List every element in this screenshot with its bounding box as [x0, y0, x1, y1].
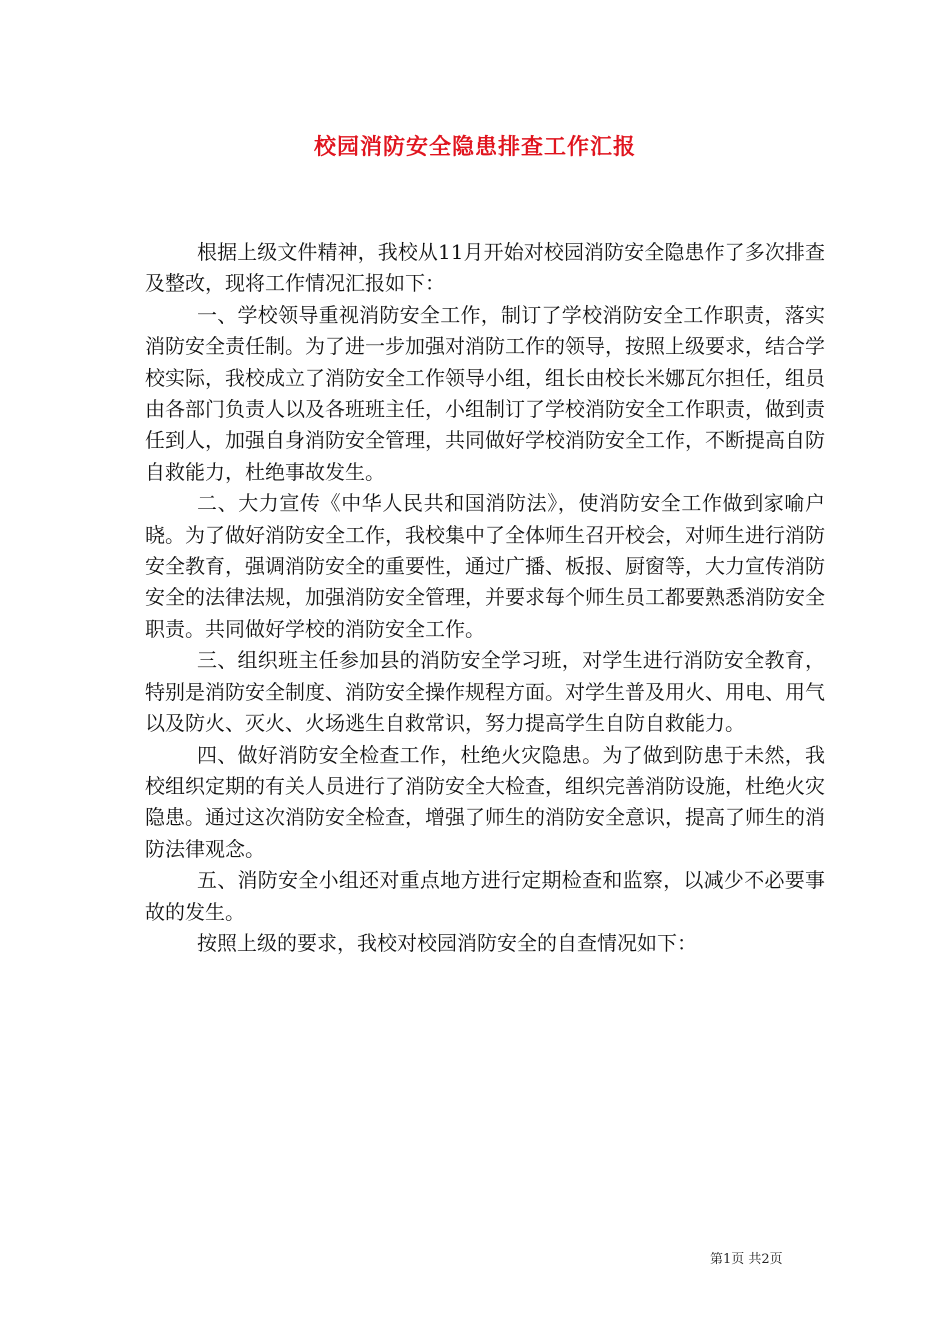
document-title: 校园消防安全隐患排查工作汇报: [313, 134, 636, 160]
paragraph-3: 三、组织班主任参加县的消防安全学习班，对学生进行消防安全教育，特别是消防安全制度、消防安全操作规程方面。对学生普及用火、用电、用气以及防火、灭火、火场逃生自救常识，努力提高学生自防自救能力。: [145, 648, 825, 736]
page-number-footer: 第1页 共2页: [710, 1252, 783, 1267]
paragraph-2: 二、大力宣传《中华人民共和国消防法》，使消防安全工作做到家喻户晓。为了做好消防安全工作，我校集中了全体师生召开校会，对师生进行消防安全教育，强调消防安全的重要性，通过广播、板报、厨窗等，大力宣传消防安全的法律法规，加强消防安全管理，并要求每个师生员工都要熟悉消防安全职责。共同做好学校的消防安全工作。: [145, 491, 825, 641]
document-body: [145, 237, 825, 959]
paragraph-1: 一、学校领导重视消防安全工作，制订了学校消防安全工作职责，落实消防安全责任制。为了进一步加强对消防工作的领导，按照上级要求，结合学校实际，我校成立了消防安全工作领导小组，组长由校长米娜瓦尔担任，组员由各部门负责人以及各班班主任，小组制订了学校消防安全工作职责，做到责任到人，加强自身消防安全管理，共同做好学校消防安全工作，不断提高自防自救能力，杜绝事故发生。: [145, 302, 825, 484]
paragraph-4: 四、做好消防安全检查工作，杜绝火灾隐患。为了做到防患于未然，我校组织定期的有关人员进行了消防安全大检查，组织完善消防设施，杜绝火灾隐患。通过这次消防安全检查，增强了师生的消防安全意识，提高了师生的消防法律观念。: [145, 742, 825, 861]
paragraph-closing: 按照上级的要求，我校对校园消防安全的自查情况如下：: [197, 930, 697, 955]
paragraph-5: 五、消防安全小组还对重点地方进行定期检查和监察，以减少不必要事故的发生。: [145, 868, 825, 924]
paragraph-intro: 根据上级文件精神，我校从11月开始对校园消防安全隐患作了多次排查及整改，现将工作情况汇报如下：: [145, 240, 825, 296]
